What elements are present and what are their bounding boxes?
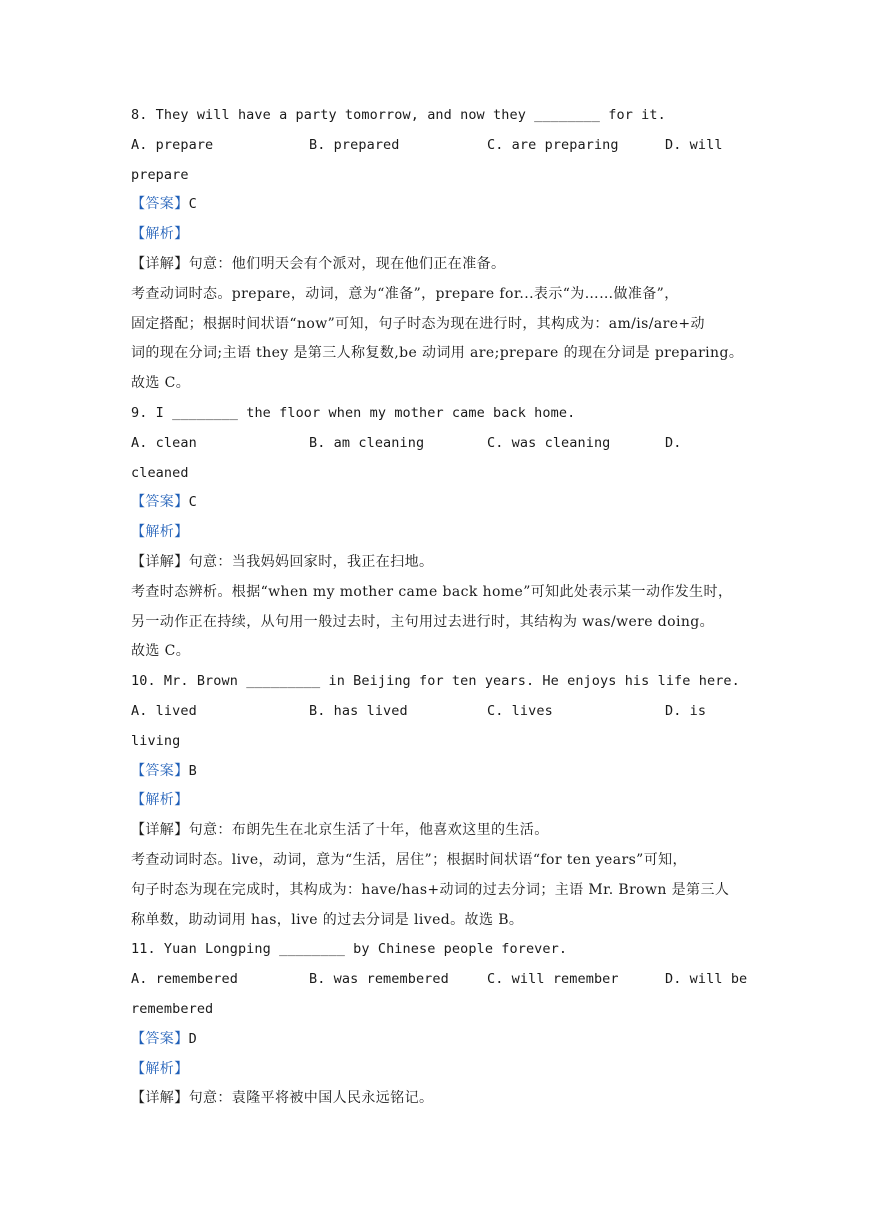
detail-text: 句子时态为现在完成时，其构成为：have/has+动词的过去分词；主语 Mr. Brown 是第三人 [131,881,730,898]
answer-blank: ________ [172,404,238,421]
analysis-tag: 【解析】 [131,1060,189,1077]
detail-line [131,876,743,906]
question-stem [131,935,743,965]
detail-text: 故选 C。 [131,643,191,660]
detail-tag: 【详解】 [131,553,189,570]
detail-text: 称单数，助动词用 has，live 的过去分词是 lived。故选 B。 [131,911,524,928]
answer-line [131,757,743,787]
option: B. prepared [309,136,400,153]
detail-line [131,369,743,399]
detail-text: 另一动作正在持续，从句用一般过去时，主句用过去进行时，其结构为 was/were doing。 [131,613,715,630]
question-block [131,101,743,399]
detail-line [131,280,743,310]
option: A. prepare [131,136,214,153]
detail-line [131,608,743,638]
detail-text: 考查动词时态。prepare，动词，意为“准备”，prepare for...表示“为……做准备”， [131,285,679,302]
stem-text: for it. [608,107,666,123]
options-row [131,697,743,727]
detail-text: 句意：他们明天会有个派对，现在他们正在准备。 [188,255,506,272]
option: D. is [665,702,707,719]
stem-text: 8. They will have a party tomorrow, and now they [131,107,526,123]
question-block [131,667,743,935]
detail-text: 句意：当我妈妈回家时，我正在扫地。 [188,553,434,570]
analysis-tag: 【解析】 [131,792,189,809]
option-continuation: remembered [131,1000,214,1017]
detail-line [131,846,743,876]
stem-text: in Beijing for ten years. He enjoys his life here. [328,673,740,690]
answer-value: C [188,196,197,213]
option: B. am cleaning [309,434,425,451]
detail-text: 故选 C。 [131,375,191,392]
question-list [131,101,748,1114]
analysis-line [131,1055,743,1085]
analysis-tag: 【解析】 [131,524,189,541]
detail-line-first [131,1084,743,1114]
answer-tag: 【答案】 [131,494,189,511]
stem-text: 9. I [131,404,164,421]
option: D. will [665,136,723,153]
option: B. has lived [309,702,408,719]
option: A. lived [131,702,197,719]
detail-line [131,578,743,608]
detail-tag: 【详解】 [131,1090,189,1107]
question-block [131,935,748,1114]
detail-line [131,339,743,369]
option-continuation: cleaned [131,464,189,481]
analysis-tag: 【解析】 [131,226,189,243]
question-stem [131,399,743,429]
stem-text: the floor when my mother came back home. [246,404,576,421]
analysis-line [131,786,743,816]
analysis-line [131,220,743,250]
option: C. will remember [487,971,619,988]
answer-tag: 【答案】 [131,1030,189,1047]
answer-tag: 【答案】 [131,196,189,213]
stem-text: by Chinese people forever. [353,941,568,958]
option-continuation: prepare [131,166,189,183]
question-stem [131,667,743,697]
answer-blank: ________ [534,107,600,123]
answer-value: B [188,762,197,779]
answer-line [131,488,743,518]
detail-text: 词的现在分词;主语 they 是第三人称复数,be 动词用 are;prepare 的现在分词是 preparing。 [131,345,744,362]
stem-text: 10. Mr. Brown [131,673,238,690]
answer-blank: ________ [279,941,345,958]
detail-text: 固定搭配；根据时间状语“now”可知，句子时态为现在进行时，其构成为：am/is/are+动 [131,315,705,332]
detail-text: 句意：袁隆平将被中国人民永远铭记。 [188,1090,434,1107]
detail-text: 考查动词时态。live，动词，意为“生活，居住”；根据时间状语“for ten years”可知， [131,851,687,868]
detail-line-first [131,250,743,280]
option: C. lives [487,702,553,719]
options-row [131,965,748,995]
options-row [131,131,743,161]
analysis-line [131,518,743,548]
option: A. remembered [131,971,238,988]
detail-tag: 【详解】 [131,255,189,272]
option-continuation: living [131,732,181,749]
detail-line [131,310,743,340]
question-stem [131,101,743,131]
answer-value: C [188,494,197,511]
detail-line [131,906,743,936]
answer-tag: 【答案】 [131,762,189,779]
answer-blank: _________ [246,673,321,690]
option: D. will be [665,971,748,988]
option: C. was cleaning [487,434,611,451]
detail-line-first [131,816,743,846]
answer-line [131,190,743,220]
question-block [131,399,743,667]
detail-tag: 【详解】 [131,822,189,839]
detail-line [131,637,743,667]
answer-line [131,1025,743,1055]
option: B. was remembered [309,971,449,988]
options-row [131,429,743,459]
stem-text: 11. Yuan Longping [131,941,271,958]
detail-text: 考查时态辨析。根据“when my mother came back home”可知此处表示某一动作发生时， [131,583,733,600]
option: A. clean [131,434,197,451]
option: C. are preparing [487,136,619,153]
option: D. [665,434,682,451]
answer-value: D [188,1030,197,1047]
detail-line-first [131,548,743,578]
detail-text: 句意：布朗先生在北京生活了十年，他喜欢这里的生活。 [188,822,549,839]
